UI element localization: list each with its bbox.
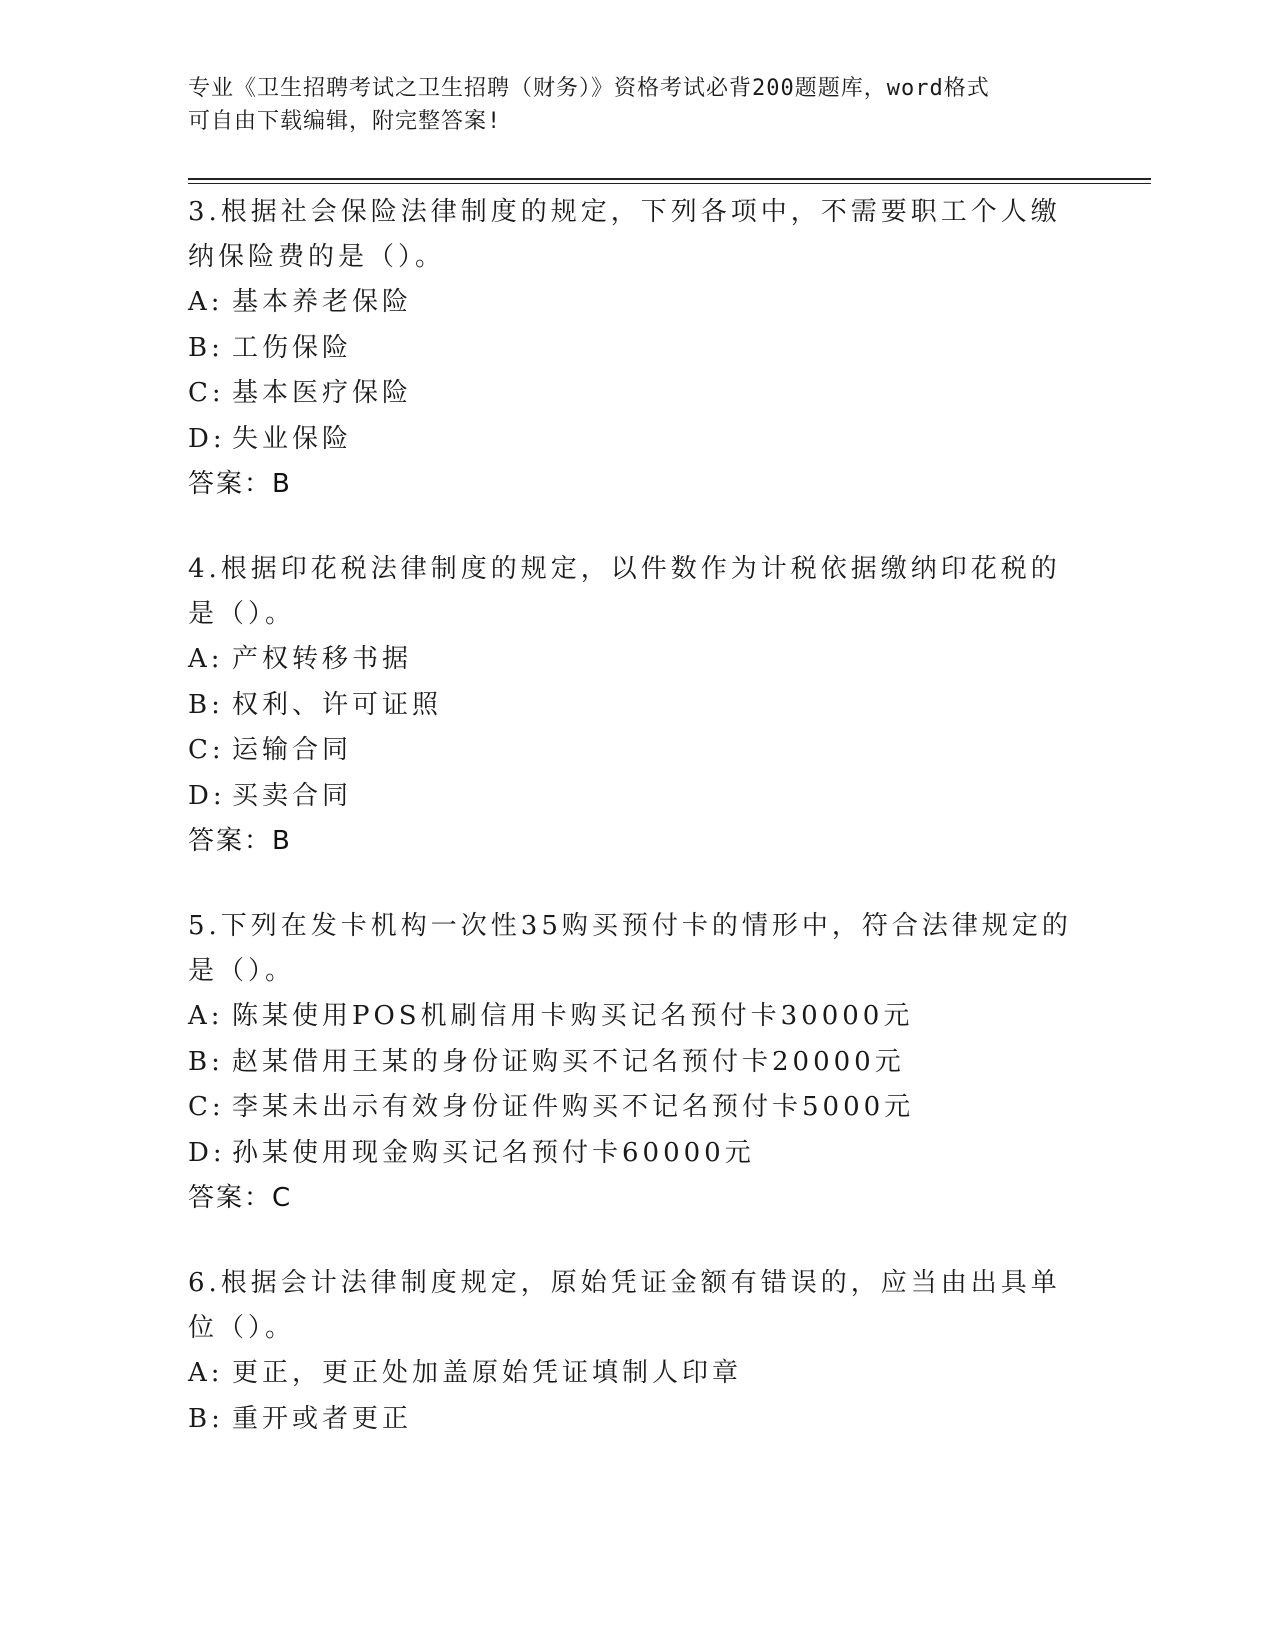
option-b xyxy=(188,1397,1088,1443)
question-stem: 3.根据社会保险法律制度的规定，下列各项中，不需要职工个人缴纳保险费的是（）。 xyxy=(188,197,1061,272)
option-c xyxy=(188,728,1088,774)
option-a xyxy=(188,280,1088,326)
option-text: 孙某使用现金购买记名预付卡60000元 xyxy=(232,1137,755,1168)
option-text: 李某未出示有效身份证件购买不记名预付卡5000元 xyxy=(232,1092,915,1122)
question-5 xyxy=(188,904,1088,1221)
option-text: 产权转移书据 xyxy=(232,644,413,674)
option-key: C: xyxy=(188,1092,225,1122)
document-header xyxy=(188,72,1088,138)
header-divider xyxy=(188,178,1151,180)
option-text: 买卖合同 xyxy=(232,780,353,811)
option-text: 失业保险 xyxy=(232,423,353,454)
option-key: B: xyxy=(188,1403,224,1434)
option-b xyxy=(188,1040,1088,1086)
option-d xyxy=(188,1131,1088,1177)
option-key: B: xyxy=(188,1046,224,1077)
question-3 xyxy=(188,190,1088,507)
option-text: 陈某使用POS机刷信用卡购买记名预付卡30000元 xyxy=(232,1001,914,1031)
header-line-2: 可自由下载编辑，附完整答案! xyxy=(188,109,502,134)
header-divider-secondary xyxy=(188,183,1151,184)
header-line-1: 专业《卫生招聘考试之卫生招聘（财务）》资格考试必背200题题库，word格式 xyxy=(188,76,990,101)
option-key: B: xyxy=(188,689,224,720)
option-key: D: xyxy=(188,1137,226,1168)
answer-line: 答案：C xyxy=(188,1183,293,1213)
option-c xyxy=(188,371,1088,417)
option-d xyxy=(188,774,1088,820)
option-key: A: xyxy=(188,644,224,674)
option-a xyxy=(188,637,1088,683)
option-a xyxy=(188,994,1088,1040)
option-key: D: xyxy=(188,780,226,811)
option-d xyxy=(188,417,1088,463)
question-4 xyxy=(188,547,1088,864)
option-text: 更正，更正处加盖原始凭证填制人印章 xyxy=(232,1358,743,1388)
option-text: 运输合同 xyxy=(232,735,353,765)
option-text: 工伤保险 xyxy=(232,332,353,363)
question-stem: 5.下列在发卡机构一次性35购买预付卡的情形中，符合法律规定的是（）。 xyxy=(188,911,1072,986)
option-b xyxy=(188,683,1088,729)
question-stem: 4.根据印花税法律制度的规定，以件数作为计税依据缴纳印花税的是（）。 xyxy=(188,554,1061,629)
option-key: A: xyxy=(188,1001,224,1031)
option-text: 基本医疗保险 xyxy=(232,378,413,408)
option-key: B: xyxy=(188,332,224,363)
option-key: A: xyxy=(188,287,224,317)
option-key: A: xyxy=(188,1358,224,1388)
question-stem: 6.根据会计法律制度规定，原始凭证金额有错误的，应当由出具单位（）。 xyxy=(188,1268,1061,1343)
option-text: 赵某借用王某的身份证购买不记名预付卡20000元 xyxy=(232,1046,905,1077)
question-6 xyxy=(188,1261,1088,1442)
answer-line: 答案：B xyxy=(188,469,292,499)
option-key: C: xyxy=(188,378,225,408)
option-c xyxy=(188,1085,1088,1131)
option-text: 权利、许可证照 xyxy=(232,689,443,720)
question-list xyxy=(188,190,1088,1482)
option-key: D: xyxy=(188,423,226,454)
option-text: 重开或者更正 xyxy=(232,1403,413,1434)
option-a xyxy=(188,1351,1088,1397)
option-text: 基本养老保险 xyxy=(232,287,413,317)
option-b xyxy=(188,326,1088,372)
answer-line: 答案：B xyxy=(188,826,292,856)
option-key: C: xyxy=(188,735,225,765)
